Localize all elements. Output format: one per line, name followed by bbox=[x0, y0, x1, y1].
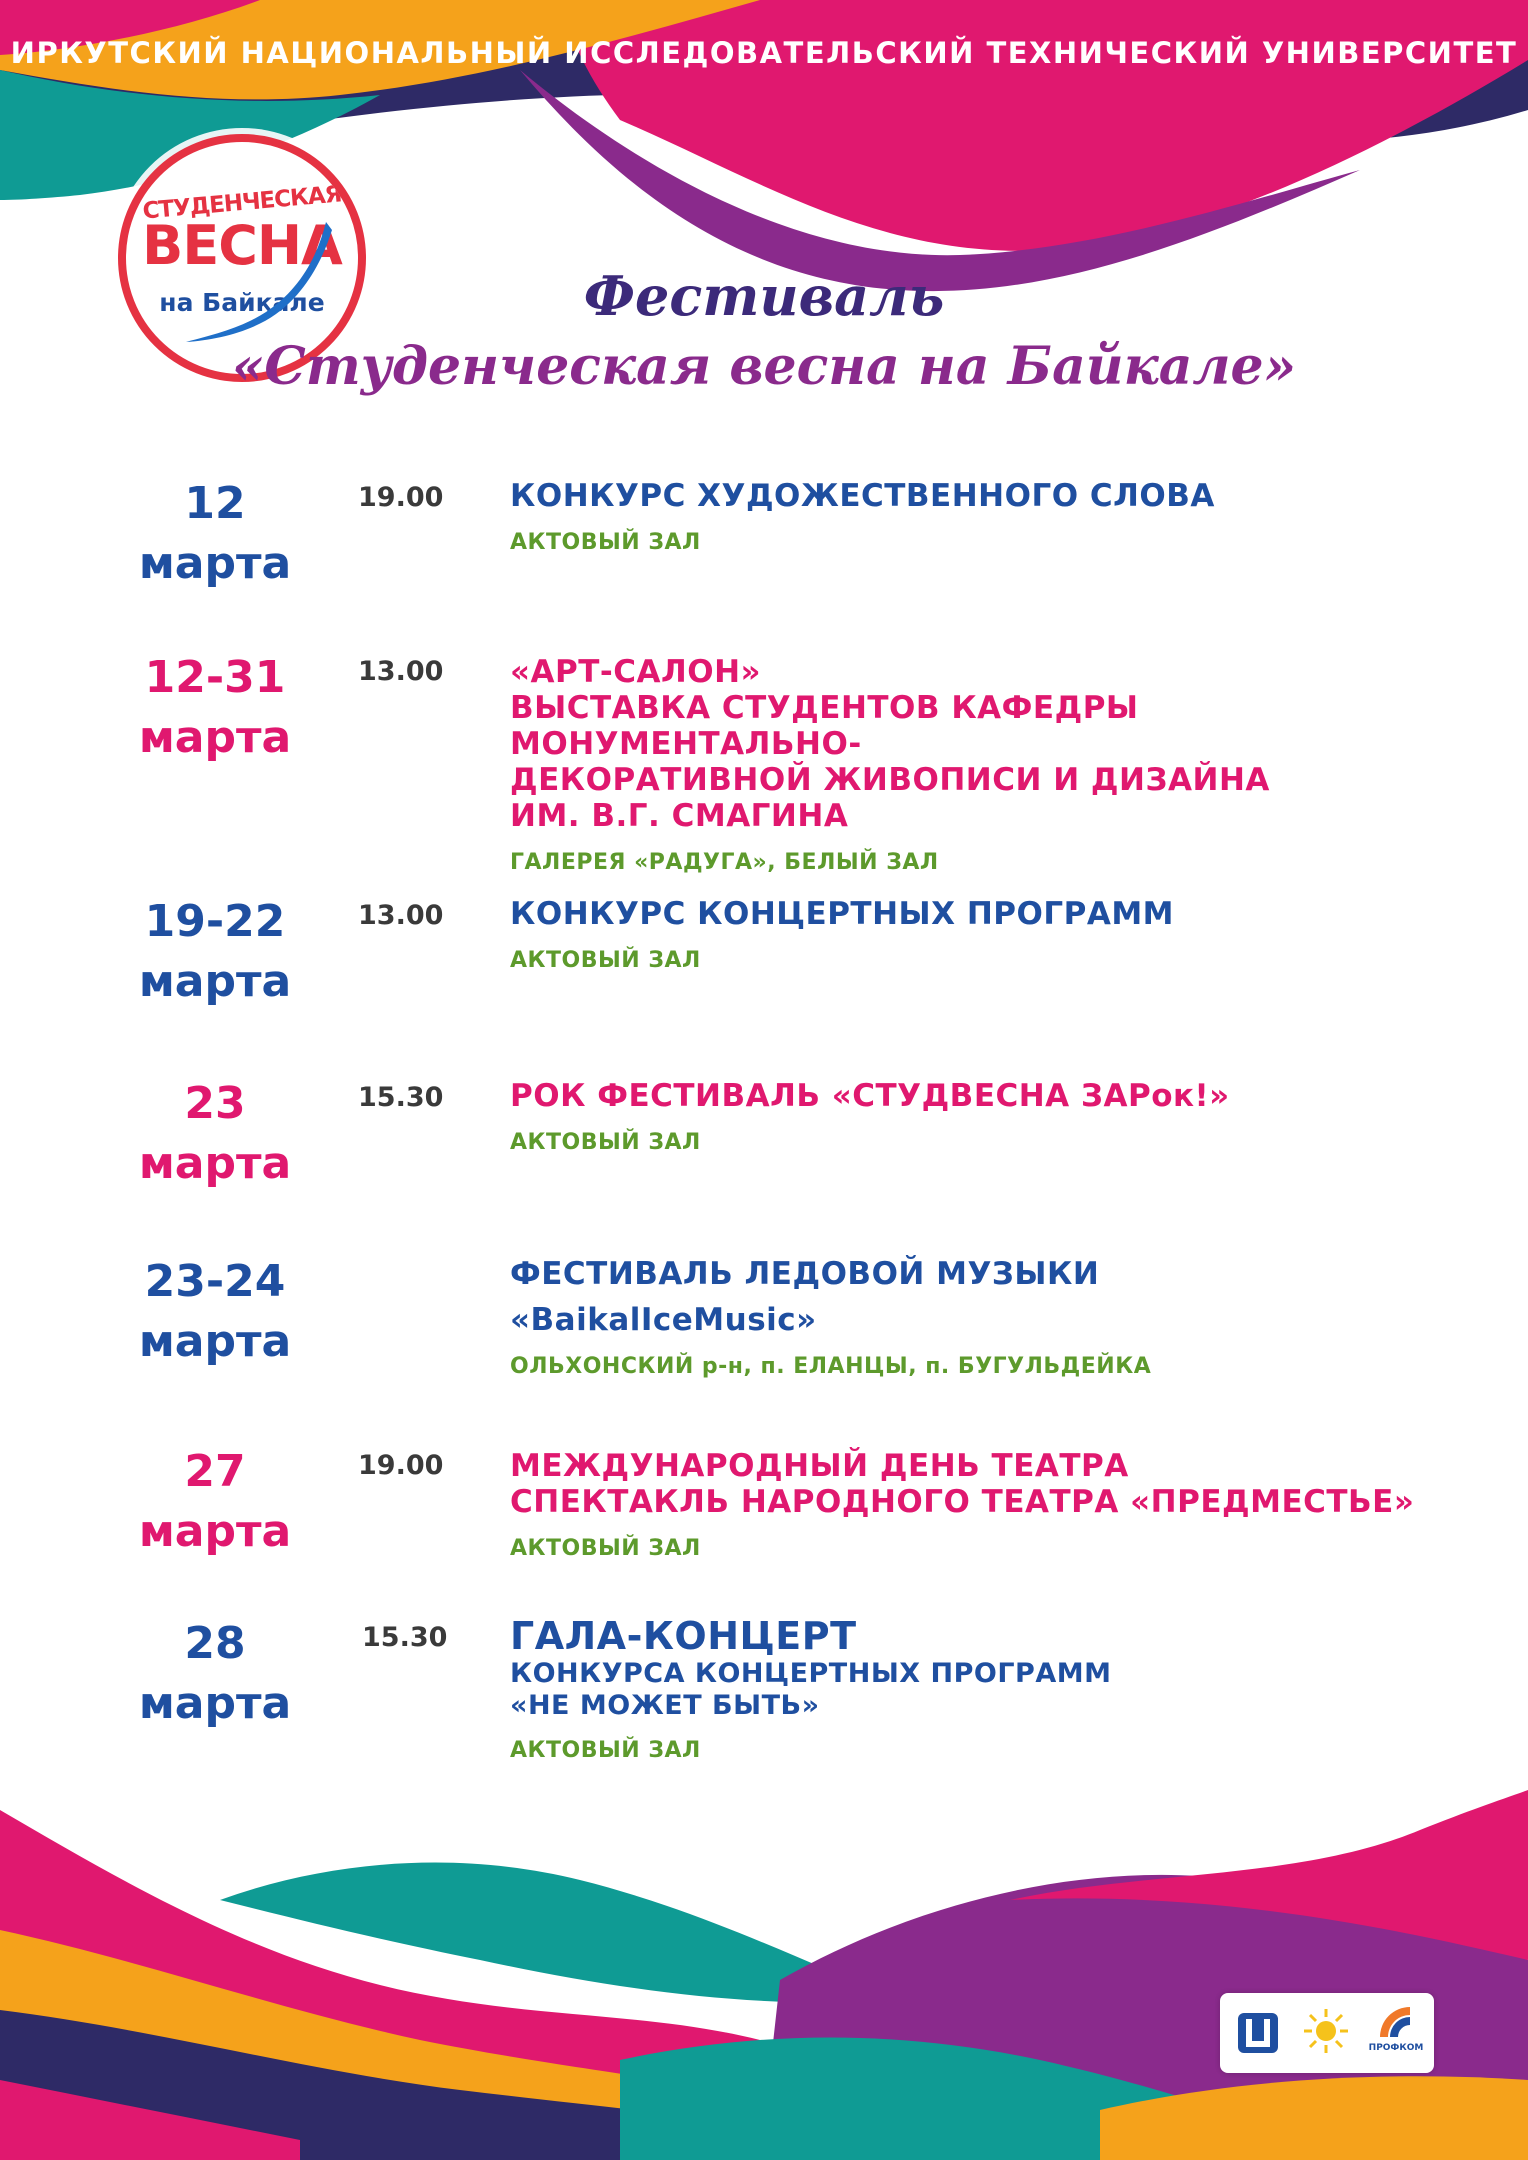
event-date-day: 19-22 bbox=[144, 896, 286, 947]
profkom-logo bbox=[1366, 2003, 1426, 2063]
event-info bbox=[510, 1614, 1470, 1763]
event-date bbox=[100, 1614, 330, 1734]
event-date-month: марта bbox=[138, 1506, 292, 1557]
event-time: 13.00 bbox=[358, 900, 444, 931]
event-title-line: КОНКУРСА КОНЦЕРТНЫХ ПРОГРАММ bbox=[510, 1658, 1112, 1689]
festival-label: Фестиваль bbox=[583, 264, 945, 328]
event-info bbox=[510, 1078, 1470, 1155]
event-title-line: «АРТ-САЛОН» bbox=[510, 654, 762, 690]
university-emblem-icon bbox=[1230, 2005, 1286, 2061]
event-info bbox=[510, 1448, 1470, 1561]
event-date bbox=[100, 1252, 330, 1372]
event-venue: АКТОВЫЙ ЗАЛ bbox=[510, 948, 701, 973]
event-date bbox=[100, 648, 330, 768]
event-time: 15.30 bbox=[362, 1622, 448, 1653]
event-date-day: 12 bbox=[184, 478, 246, 529]
event-title-line: ГАЛА-КОНЦЕРТ bbox=[510, 1614, 857, 1658]
profkom-label: ПРОФКОМ bbox=[1368, 2043, 1424, 2053]
event-title-line: СПЕКТАКЛЬ НАРОДНОГО ТЕАТРА «ПРЕДМЕСТЬЕ» bbox=[510, 1484, 1415, 1520]
event-title-line: ФЕСТИВАЛЬ ЛЕДОВОЙ МУЗЫКИ bbox=[510, 1256, 1100, 1292]
event-venue: АКТОВЫЙ ЗАЛ bbox=[510, 1738, 701, 1763]
event-title-line: МЕЖДУНАРОДНЫЙ ДЕНЬ ТЕАТРА bbox=[510, 1448, 1129, 1484]
event-date bbox=[100, 1442, 330, 1562]
event-title-line: ИМ. В.Г. СМАГИНА bbox=[510, 798, 849, 834]
event-date-month: марта bbox=[138, 1138, 292, 1189]
event-info bbox=[510, 654, 1470, 875]
event-date-day: 27 bbox=[184, 1446, 246, 1497]
event-date bbox=[100, 892, 330, 1012]
event-venue: ОЛЬХОНСКИЙ р-н, п. ЕЛАНЦЫ, п. БУГУЛЬДЕЙКА bbox=[510, 1354, 1152, 1379]
profkom-icon bbox=[1376, 2003, 1416, 2039]
festival-name: «Студенческая весна на Байкале» bbox=[231, 336, 1297, 397]
event-title-line: КОНКУРС ХУДОЖЕСТВЕННОГО СЛОВА bbox=[510, 478, 1215, 514]
event-title-line: «НЕ МОЖЕТ БЫТЬ» bbox=[510, 1690, 820, 1721]
event-info bbox=[510, 1256, 1470, 1379]
sun-emblem-icon bbox=[1298, 2005, 1354, 2061]
logo-line1: СТУДЕНЧЕСКАЯ bbox=[141, 181, 343, 225]
event-title-line: ВЫСТАВКА СТУДЕНТОВ КАФЕДРЫ МОНУМЕНТАЛЬНО- bbox=[510, 690, 1139, 762]
university-name: ИРКУТСКИЙ НАЦИОНАЛЬНЫЙ ИССЛЕДОВАТЕЛЬСКИЙ ТЕХНИЧЕСКИЙ УНИВЕРСИТЕТ bbox=[10, 36, 1518, 70]
event-title-line: РОК ФЕСТИВАЛЬ «СТУДВЕСНА ЗАРок!» bbox=[510, 1078, 1230, 1114]
event-title-line: КОНКУРС КОНЦЕРТНЫХ ПРОГРАММ bbox=[510, 896, 1175, 932]
event-date-day: 23 bbox=[184, 1078, 246, 1129]
logo-line3: на Байкале bbox=[159, 288, 325, 317]
partner-logos bbox=[1220, 1993, 1434, 2073]
event-time: 19.00 bbox=[358, 1450, 444, 1481]
event-title-line: «BaikalIceMusic» bbox=[510, 1302, 817, 1338]
event-venue: ГАЛЕРЕЯ «РАДУГА», БЕЛЫЙ ЗАЛ bbox=[510, 850, 939, 875]
logo-line2: ВЕСНА bbox=[142, 214, 342, 277]
event-info bbox=[510, 478, 1470, 555]
event-venue: АКТОВЫЙ ЗАЛ bbox=[510, 1130, 701, 1155]
event-date-day: 23-24 bbox=[144, 1256, 286, 1307]
event-date bbox=[100, 1074, 330, 1194]
event-info bbox=[510, 896, 1470, 973]
event-venue: АКТОВЫЙ ЗАЛ bbox=[510, 530, 701, 555]
event-date bbox=[100, 474, 330, 594]
event-time: 13.00 bbox=[358, 656, 444, 687]
event-date-day: 28 bbox=[184, 1618, 246, 1669]
event-time: 15.30 bbox=[358, 1082, 444, 1113]
event-venue: АКТОВЫЙ ЗАЛ bbox=[510, 1536, 701, 1561]
event-title-line: ДЕКОРАТИВНОЙ ЖИВОПИСИ И ДИЗАЙНА bbox=[510, 762, 1270, 798]
event-date-month: марта bbox=[138, 1678, 292, 1729]
event-date-month: марта bbox=[138, 956, 292, 1007]
event-date-month: марта bbox=[138, 712, 292, 763]
event-time: 19.00 bbox=[358, 482, 444, 513]
event-date-month: марта bbox=[138, 1316, 292, 1367]
event-date-day: 12-31 bbox=[144, 652, 286, 703]
event-date-month: марта bbox=[138, 538, 292, 589]
